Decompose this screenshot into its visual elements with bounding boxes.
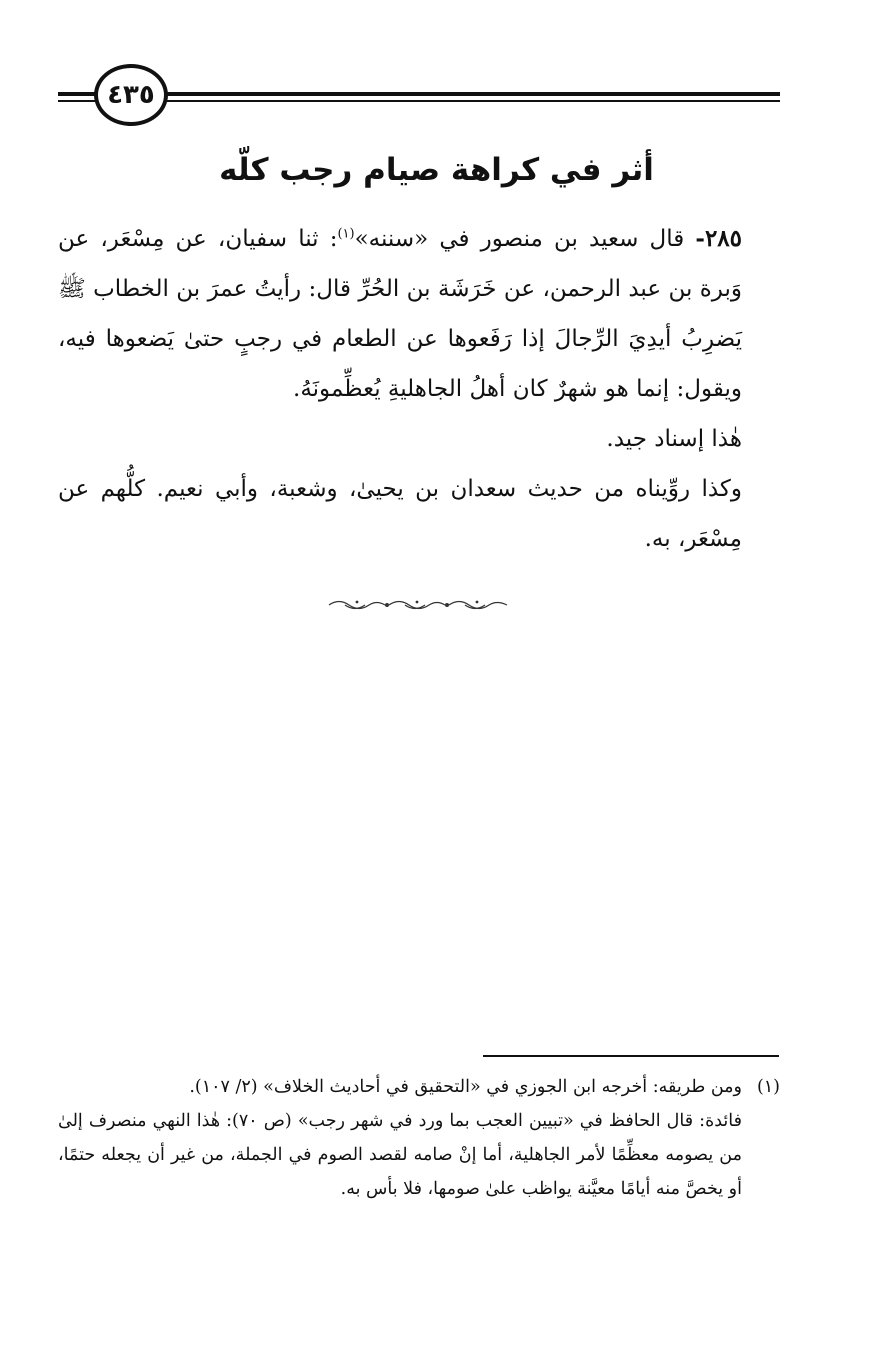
footnote-1-benefit: فائدة: قال الحافظ في «تبيين العجب بما ورد في شهر رجب» (ص ٧٠): هٰذا النهي منصرف إلىٰ من يصومه معظِّمًا لأمر الجاهلية، أما إنْ صامه لقصد الصوم في الجملة، من غير أن يجعله حتمًا، أو يخصَّ منه أيامًا معيَّنة يواظب علىٰ صومها، فلا بأس به. [58, 1111, 742, 1199]
footnote-separator [483, 1055, 779, 1057]
main-text [58, 214, 780, 564]
section-title: أثر في كراهة صيام رجب كلّه [219, 152, 654, 188]
page-number: ٤٣٥ [107, 80, 155, 110]
footnote-label: (١) [756, 1077, 780, 1097]
paragraph-285-part-b: : ثنا سفيان، عن مِسْعَر، عن وَبرة بن عبد الرحمن، عن خَرَشَة بن الحُرِّ قال: رأيتُ عمرَ بن الخطاب ﷺ يَضرِبُ أيدِيَ الرِّجالَ إذا رَفَعوها عن الطعام في رجبٍ حتىٰ يَضعوها فيه، ويقول: إنما هو شهرٌ كان أهلُ الجاهليةِ يُعظِّمونَهُ. [58, 226, 742, 402]
page-number-badge [94, 64, 168, 126]
page-header [58, 62, 780, 134]
hadith-number: ٢٨٥- [695, 225, 742, 252]
ornament-divider-icon [325, 596, 511, 614]
paragraph-285-part-a: قال سعيد بن منصور في «سننه» [354, 226, 696, 252]
footnote-reference[interactable]: (١) [337, 226, 355, 242]
other-routes-paragraph: وكذا روِّيناه من حديث سعدان بن يحيىٰ، وشعبة، وأبي نعيم. كلُّهم عن مِسْعَر، به. [58, 476, 742, 552]
isnad-note: هٰذا إسناد جيد. [606, 426, 742, 452]
paragraph-285 [58, 214, 780, 414]
footnote-1-source: ومن طريقه: أخرجه ابن الجوزي في «التحقيق في أحاديث الخلاف» (٢/ ١٠٧). [189, 1077, 742, 1097]
footnote-1 [58, 1070, 780, 1104]
footnotes [58, 1070, 780, 1206]
